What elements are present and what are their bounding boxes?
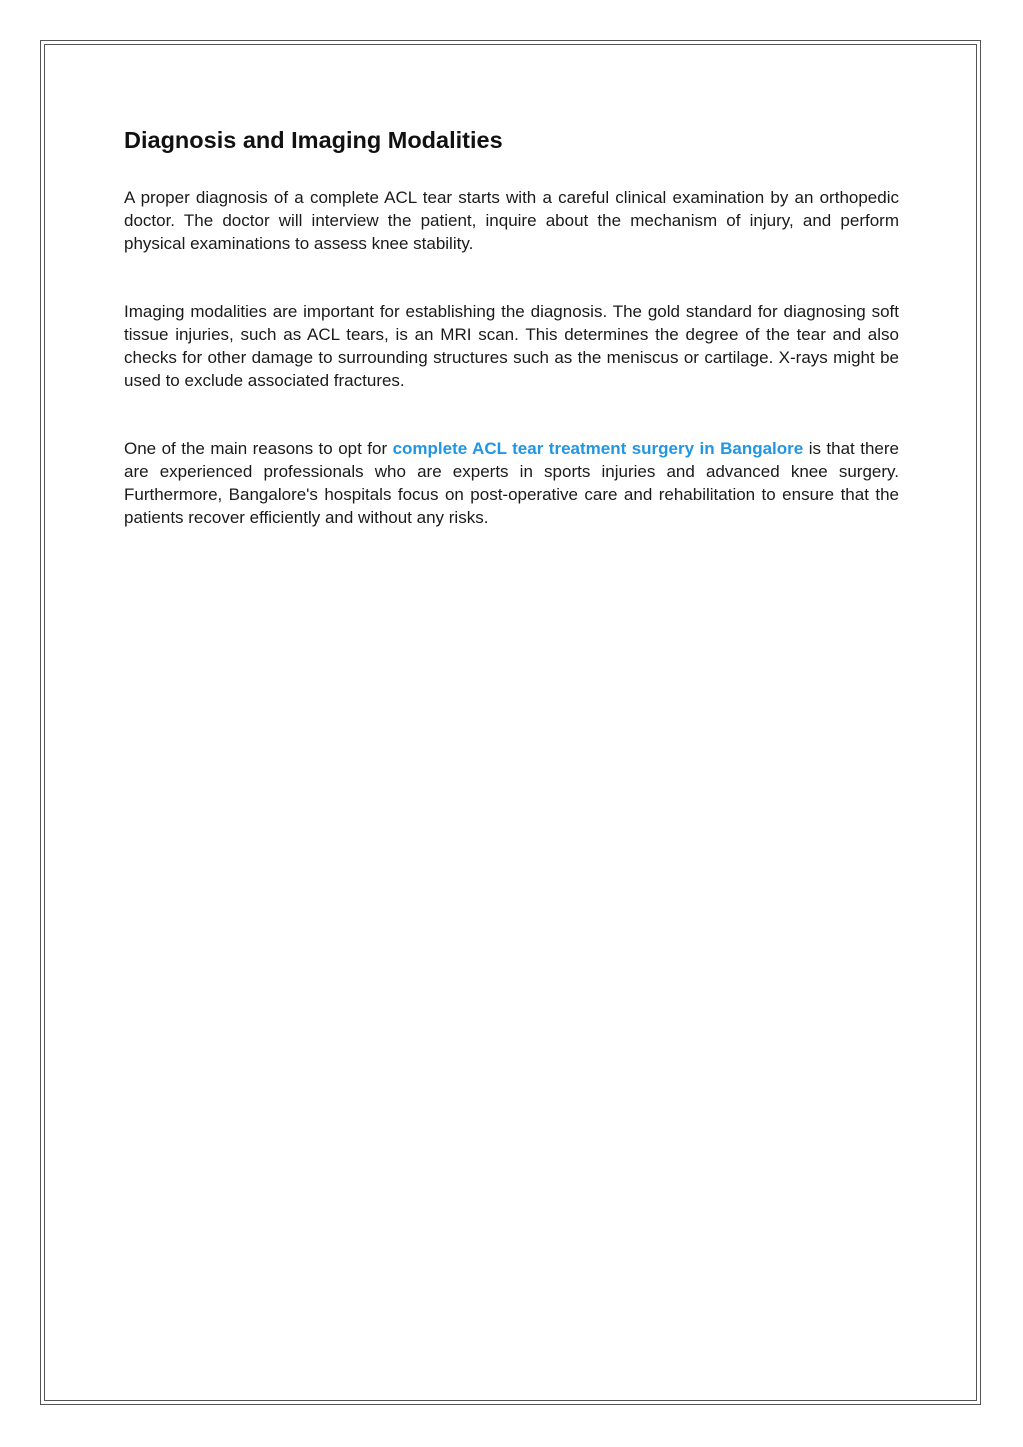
paragraph-text-before-link: One of the main reasons to opt for [124, 439, 393, 458]
document-content [124, 122, 899, 529]
page-title: Diagnosis and Imaging Modalities [124, 127, 503, 153]
paragraph-clinical-examination: A proper diagnosis of a complete ACL tear starts with a careful clinical examination by an orthopedic doctor. The doctor will interview the patient, inquire about the mechanism of injury, and perform physical examinations to assess knee stability. [124, 188, 899, 253]
paragraph-text-after-link: is that there are experienced professionals who are experts in sports injuries and advanced knee surgery. Furthermore, Bangalore's hospitals focus on post-operative care and rehabilitation to ensure that the patients recover efficiently and without any risks. [124, 439, 899, 527]
acl-surgery-bangalore-link[interactable]: complete ACL tear treatment surgery in Bangalore [392, 439, 804, 458]
paragraph-imaging-modalities: Imaging modalities are important for establishing the diagnosis. The gold standard for diagnosing soft tissue injuries, such as ACL tears, is an MRI scan. This determines the degree of the tear and also checks for other damage to surrounding structures such as the meniscus or cartilage. X-rays might be used to exclude associated fractures. [124, 302, 899, 390]
paragraph-treatment-bangalore [124, 437, 899, 529]
